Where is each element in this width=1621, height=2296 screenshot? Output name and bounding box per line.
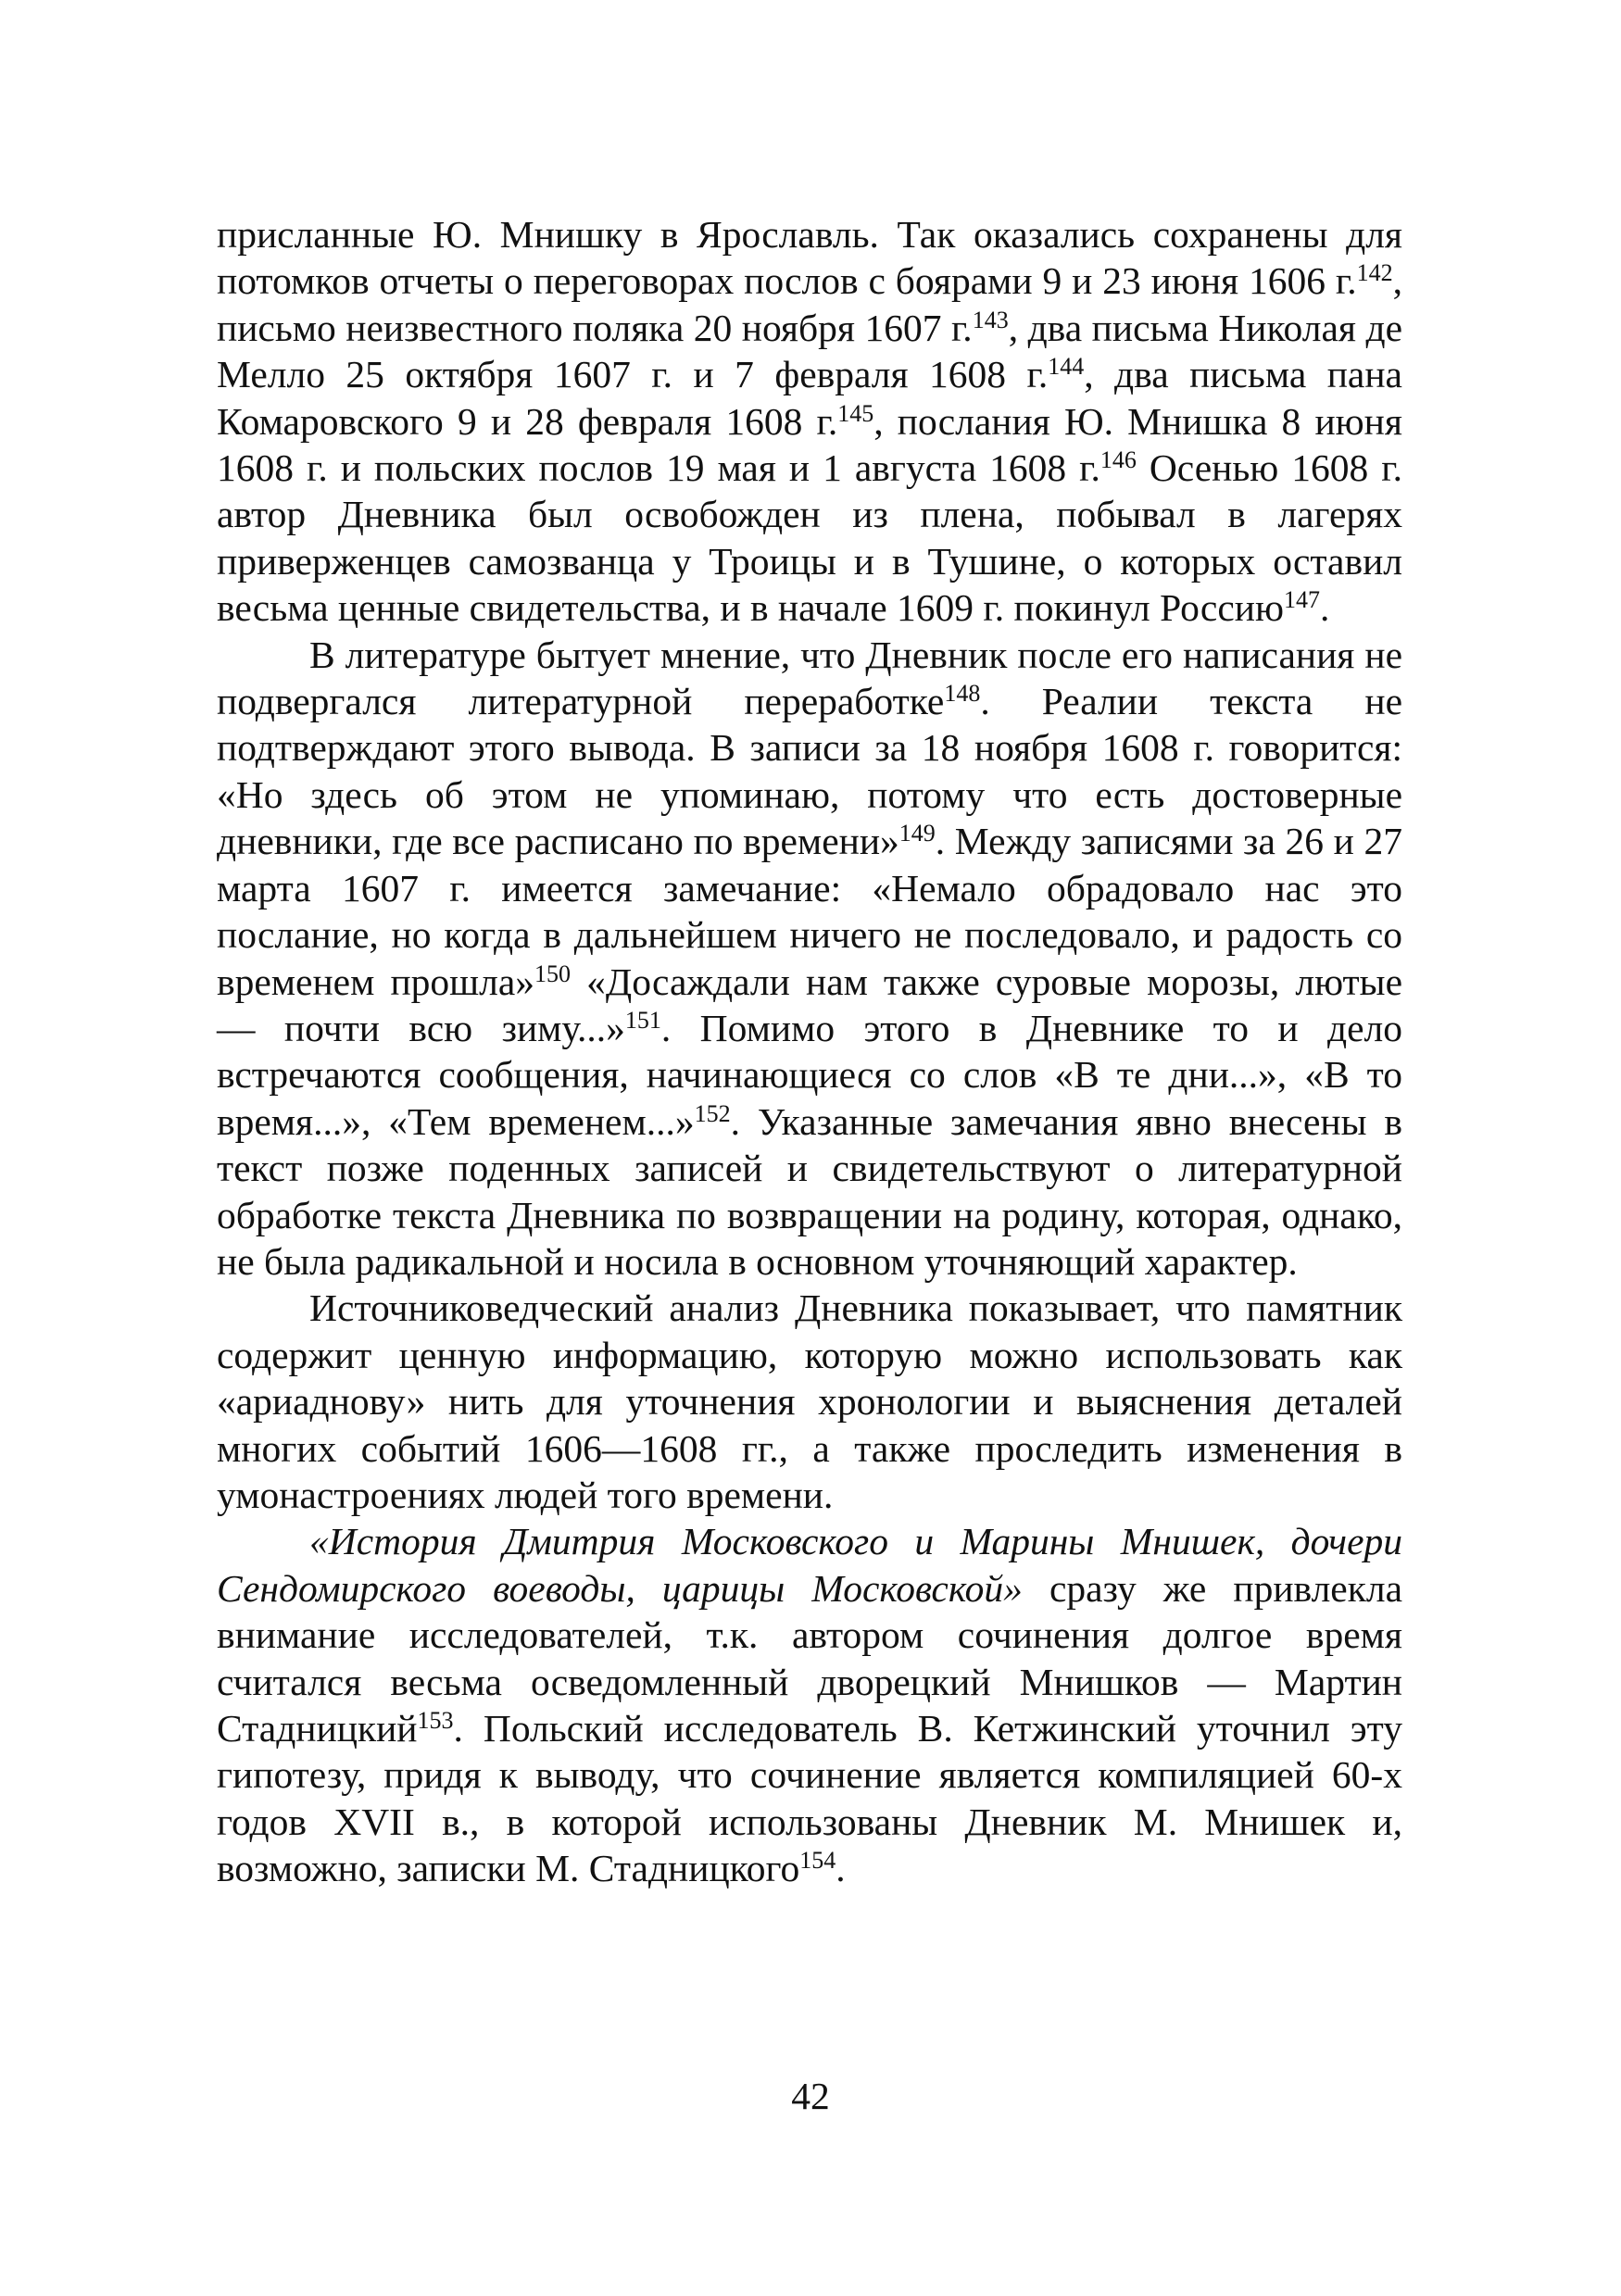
paragraph [217, 1518, 1402, 1891]
text-run: Осенью 1608 г. автор Дневника был освобожден из плена, побывал в лагерях приверженцев самозванца у Троицы и в Тушине, о которых оставил весьма ценные свидетельства, и в начале 1609 г. покинул Россию [217, 446, 1402, 630]
paragraph [217, 632, 1402, 1286]
footnote-reference: 153 [417, 1707, 454, 1734]
text-run: . [1319, 586, 1330, 630]
footnote-reference: 148 [944, 680, 981, 708]
footnote-reference: 146 [1100, 446, 1137, 474]
body-text [217, 211, 1402, 1892]
footnote-reference: 154 [799, 1847, 836, 1875]
page-number: 42 [791, 2075, 830, 2117]
footnote-reference: 152 [694, 1099, 731, 1127]
text-run: , письмо неизвестного поляка 20 ноября 1607 г. [217, 259, 1402, 349]
italic-title: «История Дмитрия Московского и Марины Мнишек, дочери Сендомирского воеводы, царицы Московской» [217, 1520, 1402, 1610]
text-run: , послания Ю. Мнишка 8 июня 1608 г. и польских послов 19 мая и 1 августа 1608 г. [217, 399, 1402, 490]
text-run: . Между записями за 26 и 27 марта 1607 г. имеется замечание: «Немало обрадовало нас это послание, но когда в дальнейшем ничего не последовало, и радость со временем прошла» [217, 820, 1402, 1003]
text-run: . Помимо этого в Дневнике то и дело встречаются сообщения, начинающиеся со слов «В те дни...», «В то время...», «Тем временем...» [217, 1006, 1402, 1143]
text-run: . Указанные замечания явно внесены в текст позже поденных записей и свидетельствуют о литературной обработке текста Дневника по возвращении на родину, которая, однако, не была радикальной и носила в основном уточняющий характер. [217, 1099, 1402, 1283]
footnote-reference: 145 [837, 399, 874, 427]
text-run: присланные Ю. Мнишку в Ярославль. Так оказались сохранены для потомков отчеты о переговорах послов с боярами 9 и 23 июня 1606 г. [217, 213, 1402, 303]
text-run: , два письма Николая де Мелло 25 октября 1607 г. и 7 февраля 1608 г. [217, 306, 1403, 396]
text-run: сразу же привлекла внимание исследователей, т.к. автором сочинения долгое время считался весьма осведомленный дворецкий Мнишков — Мартин Стадницкий [217, 1566, 1402, 1750]
text-run: Источниковедческий анализ Дневника показывает, что памятник содержит ценную информацию, которую можно использовать как «ариаднову» нить для уточнения хронологии и выяснения деталей многих событий 1606—1608 гг., а также проследить изменения в умонастроениях людей того времени. [217, 1286, 1402, 1516]
footnote-reference: 144 [1048, 353, 1085, 381]
paragraph [217, 1285, 1402, 1518]
text-run: . [836, 1847, 846, 1890]
footnote-reference: 147 [1283, 586, 1320, 614]
text-run: . Реалии текста не подтверждают этого вывода. В записи за 18 ноября 1608 г. говорится: «Но здесь об этом не упоминаю, потому что есть достоверные дневники, где все расписано по времени» [217, 680, 1402, 863]
footnote-reference: 150 [534, 960, 572, 987]
footnote-reference: 142 [1356, 259, 1393, 287]
text-run: , два письма пана Комаровского 9 и 28 февраля 1608 г. [217, 353, 1402, 443]
footnote-reference: 149 [898, 820, 936, 847]
footnote-reference: 151 [624, 1006, 661, 1034]
paragraph [217, 211, 1402, 632]
text-run: . Польский исследователь В. Кетжинский уточнил эту гипотезу, придя к выводу, что сочинение является компиляцией 60-х годов XVII в., в которой использованы Дневник М. Мнишек и, возможно, записки М. Стадницкого [217, 1707, 1402, 1890]
footnote-reference: 143 [972, 306, 1009, 333]
text-run: В литературе бытует мнение, что Дневник после его написания не подвергался литературной переработке [217, 633, 1402, 723]
text-run: «Досаждали нам также суровые морозы, лютые — почти всю зиму...» [217, 960, 1402, 1049]
